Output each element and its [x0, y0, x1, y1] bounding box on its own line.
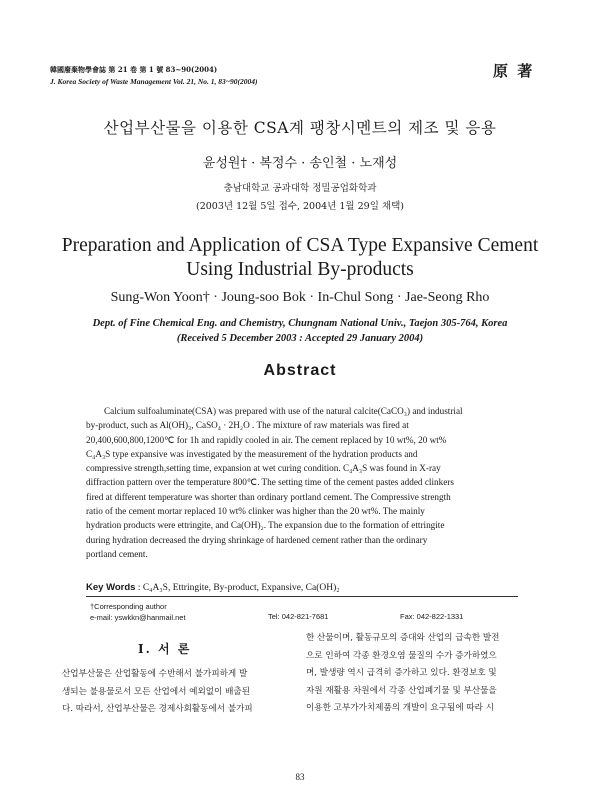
abstract-line: C₄A₃S type expansive was investigated by the measurement of the hydration products and: [86, 448, 418, 459]
body-line: 며, 발생량 역시 급격히 증가하고 있다. 환경보호 및: [306, 668, 497, 678]
abstract-line: Calcium sulfoaluminate(CSA) was prepared with use of the natural calcite(CaCO₃) and industrial: [104, 406, 463, 416]
authors-korean: 윤성원† · 복정수 · 송인철 · 노재성: [202, 156, 398, 171]
body-line: 다. 따라서, 산업부산물은 경제사회활동에서 불가피: [62, 704, 253, 714]
corresponding-author-footnote: [90, 601, 186, 623]
abstract-heading: Abstract: [263, 362, 337, 379]
footnote-divider: [86, 596, 518, 597]
body-line: 한 산물이며, 활동규모의 증대와 산업의 급속한 발전: [306, 633, 500, 643]
keywords-list: : C₄A₃S, Ettringite, By-product, Expansive, Ca(OH)₂: [137, 583, 340, 593]
abstract-line: hydration products were ettringite, and Ca(OH)₂. The expansion due to the formation of ettringite: [86, 520, 445, 531]
abstract-line: 20,400,600,800,1200℃ for 1h and rapidly cooled in air. The cement replaced by 10 wt%, 20 wt%: [86, 434, 447, 445]
keywords-label: Key Words: [86, 582, 136, 593]
email-text: e-mail: yswkkn@hanmail.net: [90, 613, 186, 622]
abstract-line: portland cement.: [86, 548, 148, 559]
abstract-line: ratio of the cement mortar replaced 10 wt% clinker was higher than the 20 wt%. The mainly: [86, 506, 425, 517]
left-column-text: [62, 666, 253, 719]
body-line: 이용한 고부가가치제품의 개발이 요구됨에 따라 시: [306, 703, 494, 713]
title-english-line-1: Preparation and Application of CSA Type Expansive Cement: [61, 235, 539, 256]
body-line: 생되는 불용물로서 모든 산업에서 예외없이 배출된: [62, 686, 250, 697]
body-line: 산업부산물은 산업활동에 수반해서 불가피하게 발: [62, 669, 248, 679]
abstract-body: [86, 404, 518, 561]
body-line: 으로 인하여 각종 환경오염 물질의 수가 증가하였으: [306, 650, 497, 661]
telephone-text: Tel: 042-821-7681: [268, 612, 329, 621]
journal-line-ko: 韓國廢棄物學會誌 第 21 卷 第 1 號 83~90(2004): [50, 65, 218, 74]
body-line: 자원 재활용 차원에서 각종 산업폐기물 및 부산물을: [306, 685, 497, 696]
received-accepted-line: (Received 5 December 2003 : Accepted 29 January 2004): [176, 333, 424, 344]
dates-korean: (2003년 12월 5일 접수, 2004년 1월 29일 채택): [196, 201, 404, 212]
abstract-line: compressive strength,setting time, expansion at wet curing condition. C₄A₃S was found in X-ray: [86, 463, 441, 474]
abstract-line: during hydration decreased the drying shrinkage of hardened cement rather than the ordinary: [86, 534, 428, 545]
affiliation-english-line: Dept. of Fine Chemical Eng. and Chemistry, Chungnam National Univ., Taejon 305-764, Korea: [92, 318, 508, 329]
title-english-line-2: Using Industrial By-products: [186, 259, 414, 280]
corresponding-label: †Corresponding author: [90, 602, 167, 611]
affiliation-korean: 충남대학교 공과대학 정밀공업화학과: [223, 183, 377, 194]
affiliation-english: [0, 316, 600, 346]
authors-english: Sung-Won Yoon† · Joung-soo Bok · In-Chul Song · Jae-Seong Rho: [110, 290, 490, 305]
right-column-text: [306, 630, 499, 718]
keywords: [86, 582, 340, 593]
journal-line-en: J. Korea Society of Waste Management Vol. 21, No. 1, 83~90(2004): [50, 77, 258, 86]
article-type-badge: 原 著: [493, 62, 535, 80]
journal-header: [50, 64, 258, 88]
section-heading-introduction: Ⅰ. 서 론: [138, 642, 192, 656]
page-number: 83: [295, 772, 305, 782]
abstract-line: fired at different temperature was shorter than ordinary portland cement. The Compressive strength: [86, 491, 451, 502]
title-english: [0, 234, 600, 282]
abstract-line: diffraction pattern over the temperature 800℃. The setting time of the cement pastes added clinkers: [86, 477, 454, 488]
abstract-line: by-product, such as Al(OH)₃, CaSO₄ · 2H₂O . The mixture of raw materials was fired at: [86, 420, 409, 431]
title-korean: 산업부산물을 이용한 CSA계 팽창시멘트의 제조 및 응용: [103, 119, 497, 137]
fax-text: Fax: 042-822-1331: [400, 612, 464, 621]
